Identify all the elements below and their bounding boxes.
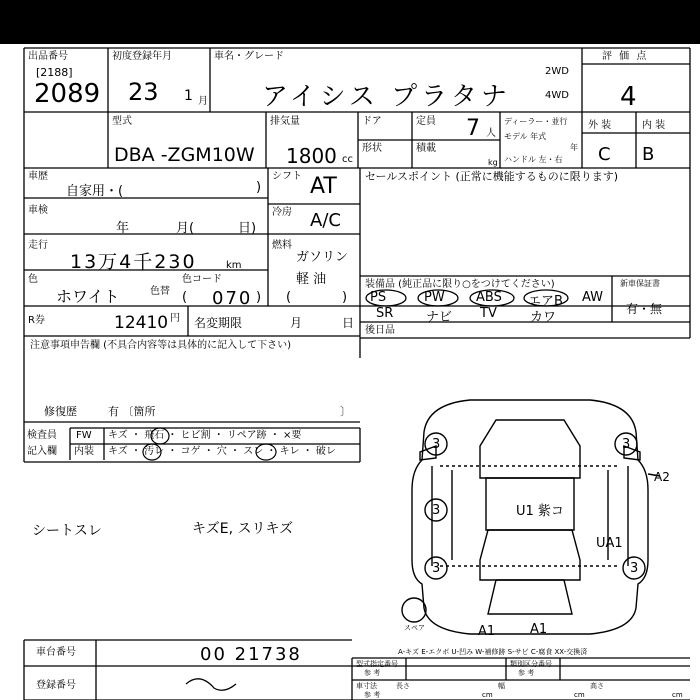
equip-navi: ナビ [426,310,453,325]
equip-airbag: エアB [528,294,563,309]
ua1-note: UA1 [596,536,623,551]
handle-label: ハンドル 左・右 [504,155,563,164]
mark-rear-left: 3 [432,561,441,576]
displacement-value: 1800 [286,144,337,168]
color-code-open: ( [182,290,188,305]
color-label: 色 [28,274,38,285]
sales-point-label: セールスポイント (正常に機能するものに限ります) [365,170,619,183]
bottom-a1-right: A1 [530,622,548,637]
model-year-label: モデル 年式 [504,132,547,141]
interior-row-label: 内装 [74,446,94,457]
width-label: 幅 [498,682,505,690]
first-reg-label: 初度登録年月 [112,51,172,62]
lot-number: 2089 [34,79,101,109]
recycle-value: 12410 [114,313,169,333]
name-change-day: 日 [342,316,355,330]
inspection-label: 車検 [28,205,48,216]
handwritten-seat: シートスレ [32,523,102,539]
mark-rear-right: 3 [630,561,639,576]
length-cm: cm [482,691,493,699]
shape-label: 形状 [362,143,382,154]
afterward-label: 後日品 [365,325,395,336]
roof-note: U1 紫コ [516,504,564,519]
repair-close: 〕 [340,405,351,418]
height-cm: cm [672,691,683,699]
type-designation-label: 型式指定番号 [356,660,398,668]
dims-label: 車寸法 [356,682,377,690]
model-label: 型式 [112,116,132,127]
interior-grade: B [642,144,655,165]
category-label: 類別区分番号 [510,660,552,668]
type-ref: 参 考 [364,669,381,677]
km-unit: km [226,260,242,271]
first-reg-year: 23 [128,78,159,106]
handwritten-scratches: キズE, スリキズ [192,521,294,537]
mark-front-left: 3 [432,437,441,452]
fuel-label: 燃料 [272,240,292,251]
repair-value: 有 〔箇所 [108,405,156,418]
dims-ref: 参 考 [364,691,381,699]
month-unit: 月 [198,96,208,107]
yen-unit: 円 [170,313,180,324]
fuel-diesel: 軽 油 [296,272,327,287]
model-year-unit: 年 [570,143,578,152]
width-cm: cm [574,691,585,699]
fw-label: FW [76,430,92,441]
recycle-label: R券 [28,315,45,326]
inspection-day: 日) [238,221,257,236]
kg-unit: kg [488,158,498,167]
caution-label: 注意事項申告欄 (不具合内容等は具体的に記入して下さい) [30,340,291,351]
mark-mid-left: 3 [432,503,441,518]
equip-aw: AW [582,290,604,305]
a2-note: A2 [654,470,670,484]
warranty-label: 新車保証書 [620,279,660,288]
repair-label: 修復歴 [44,405,77,418]
equip-tv: TV [480,306,497,321]
model-value: DBA -ZGM10W [114,144,255,166]
inspection-year: 年 [116,221,130,236]
dealer-label: ディーラー・並行 [504,117,568,126]
name-change-month: 月 [290,316,303,330]
cc-unit: cc [342,154,353,165]
mileage-label: 走行 [28,240,48,251]
entry-label: 記入欄 [27,446,57,457]
drive-2wd: 2WD [545,66,569,77]
color-replace-label: 色替 [150,286,170,297]
shift-label: シフト [272,171,302,182]
lot-small: [2188] [36,66,73,79]
color-code-label: 色コード [182,274,222,285]
damage-legend: A-キズ E-エクボ U-凹み W-補修跡 S-サビ C-腐食 XX-交換済 [398,648,588,656]
equip-leather: カワ [530,310,557,325]
capacity-label: 定員 [416,116,436,127]
door-label: ドア [362,116,382,127]
fuel-value: ガソリン [296,250,349,265]
equip-sr: SR [376,306,394,321]
chassis-value: 00 21738 [200,644,302,665]
category-ref: 参 考 [518,669,535,677]
name-change-label: 名変期限 [194,316,243,330]
mileage-value: 13万4千230 [70,251,197,273]
ac-value: A/C [310,210,341,231]
car-name: アイシス プラタナ [262,82,511,112]
color-code: 070 [212,288,253,309]
first-reg-month: 1 [184,88,193,104]
drive-4wd: 4WD [545,90,569,101]
color-code-close: ) [256,290,262,305]
lot-label: 出品番号 [28,51,68,62]
rating-value: 4 [620,82,637,112]
length-label: 長さ [396,682,410,690]
inspector-label: 検査員 [27,430,57,441]
ac-label: 冷房 [272,207,292,218]
fuel-paren-close: ) [342,290,348,305]
chassis-label: 車台番号 [36,647,76,658]
fuel-paren-open: ( [286,290,292,305]
bottom-a1-left: A1 [478,624,496,639]
load-label: 積載 [416,143,436,154]
interior-label: 内 装 [642,120,666,131]
history-label: 車歴 [28,171,48,182]
capacity-value: 7 [466,116,480,141]
spare-label: スペア [404,624,425,632]
fw-row-items: キズ ・ 飛石 ・ ヒビ割 ・ リペア跡 ・ ×要 [108,430,302,441]
displacement-label: 排気量 [270,116,300,127]
registration-label: 登録番号 [36,680,76,691]
person-unit: 人 [486,128,496,139]
equip-pw: PW [424,290,445,305]
warranty-value: 有・無 [626,302,663,316]
mark-front-right: 3 [622,437,631,452]
history-value: 自家用・( [66,184,124,199]
color-value: ホワイト [56,287,120,306]
car-name-label: 車名・グレード [214,51,284,62]
rating-label: 評 価 点 [602,51,649,62]
equipment-label: 装備品 (純正品に限り○をつけてください) [365,279,555,290]
inspection-month: 月( [176,221,195,236]
shift-value: AT [310,174,337,199]
history-close: ) [256,180,262,195]
equip-abs: ABS [476,290,502,305]
height-label: 高さ [590,682,604,690]
exterior-grade: C [598,144,611,165]
interior-row-items: キズ ・ 汚レ ・ コゲ ・ 穴 ・ スレ ・ キレ ・ 破レ [108,446,336,457]
exterior-label: 外 装 [588,120,612,131]
equip-ps: PS [370,290,387,305]
